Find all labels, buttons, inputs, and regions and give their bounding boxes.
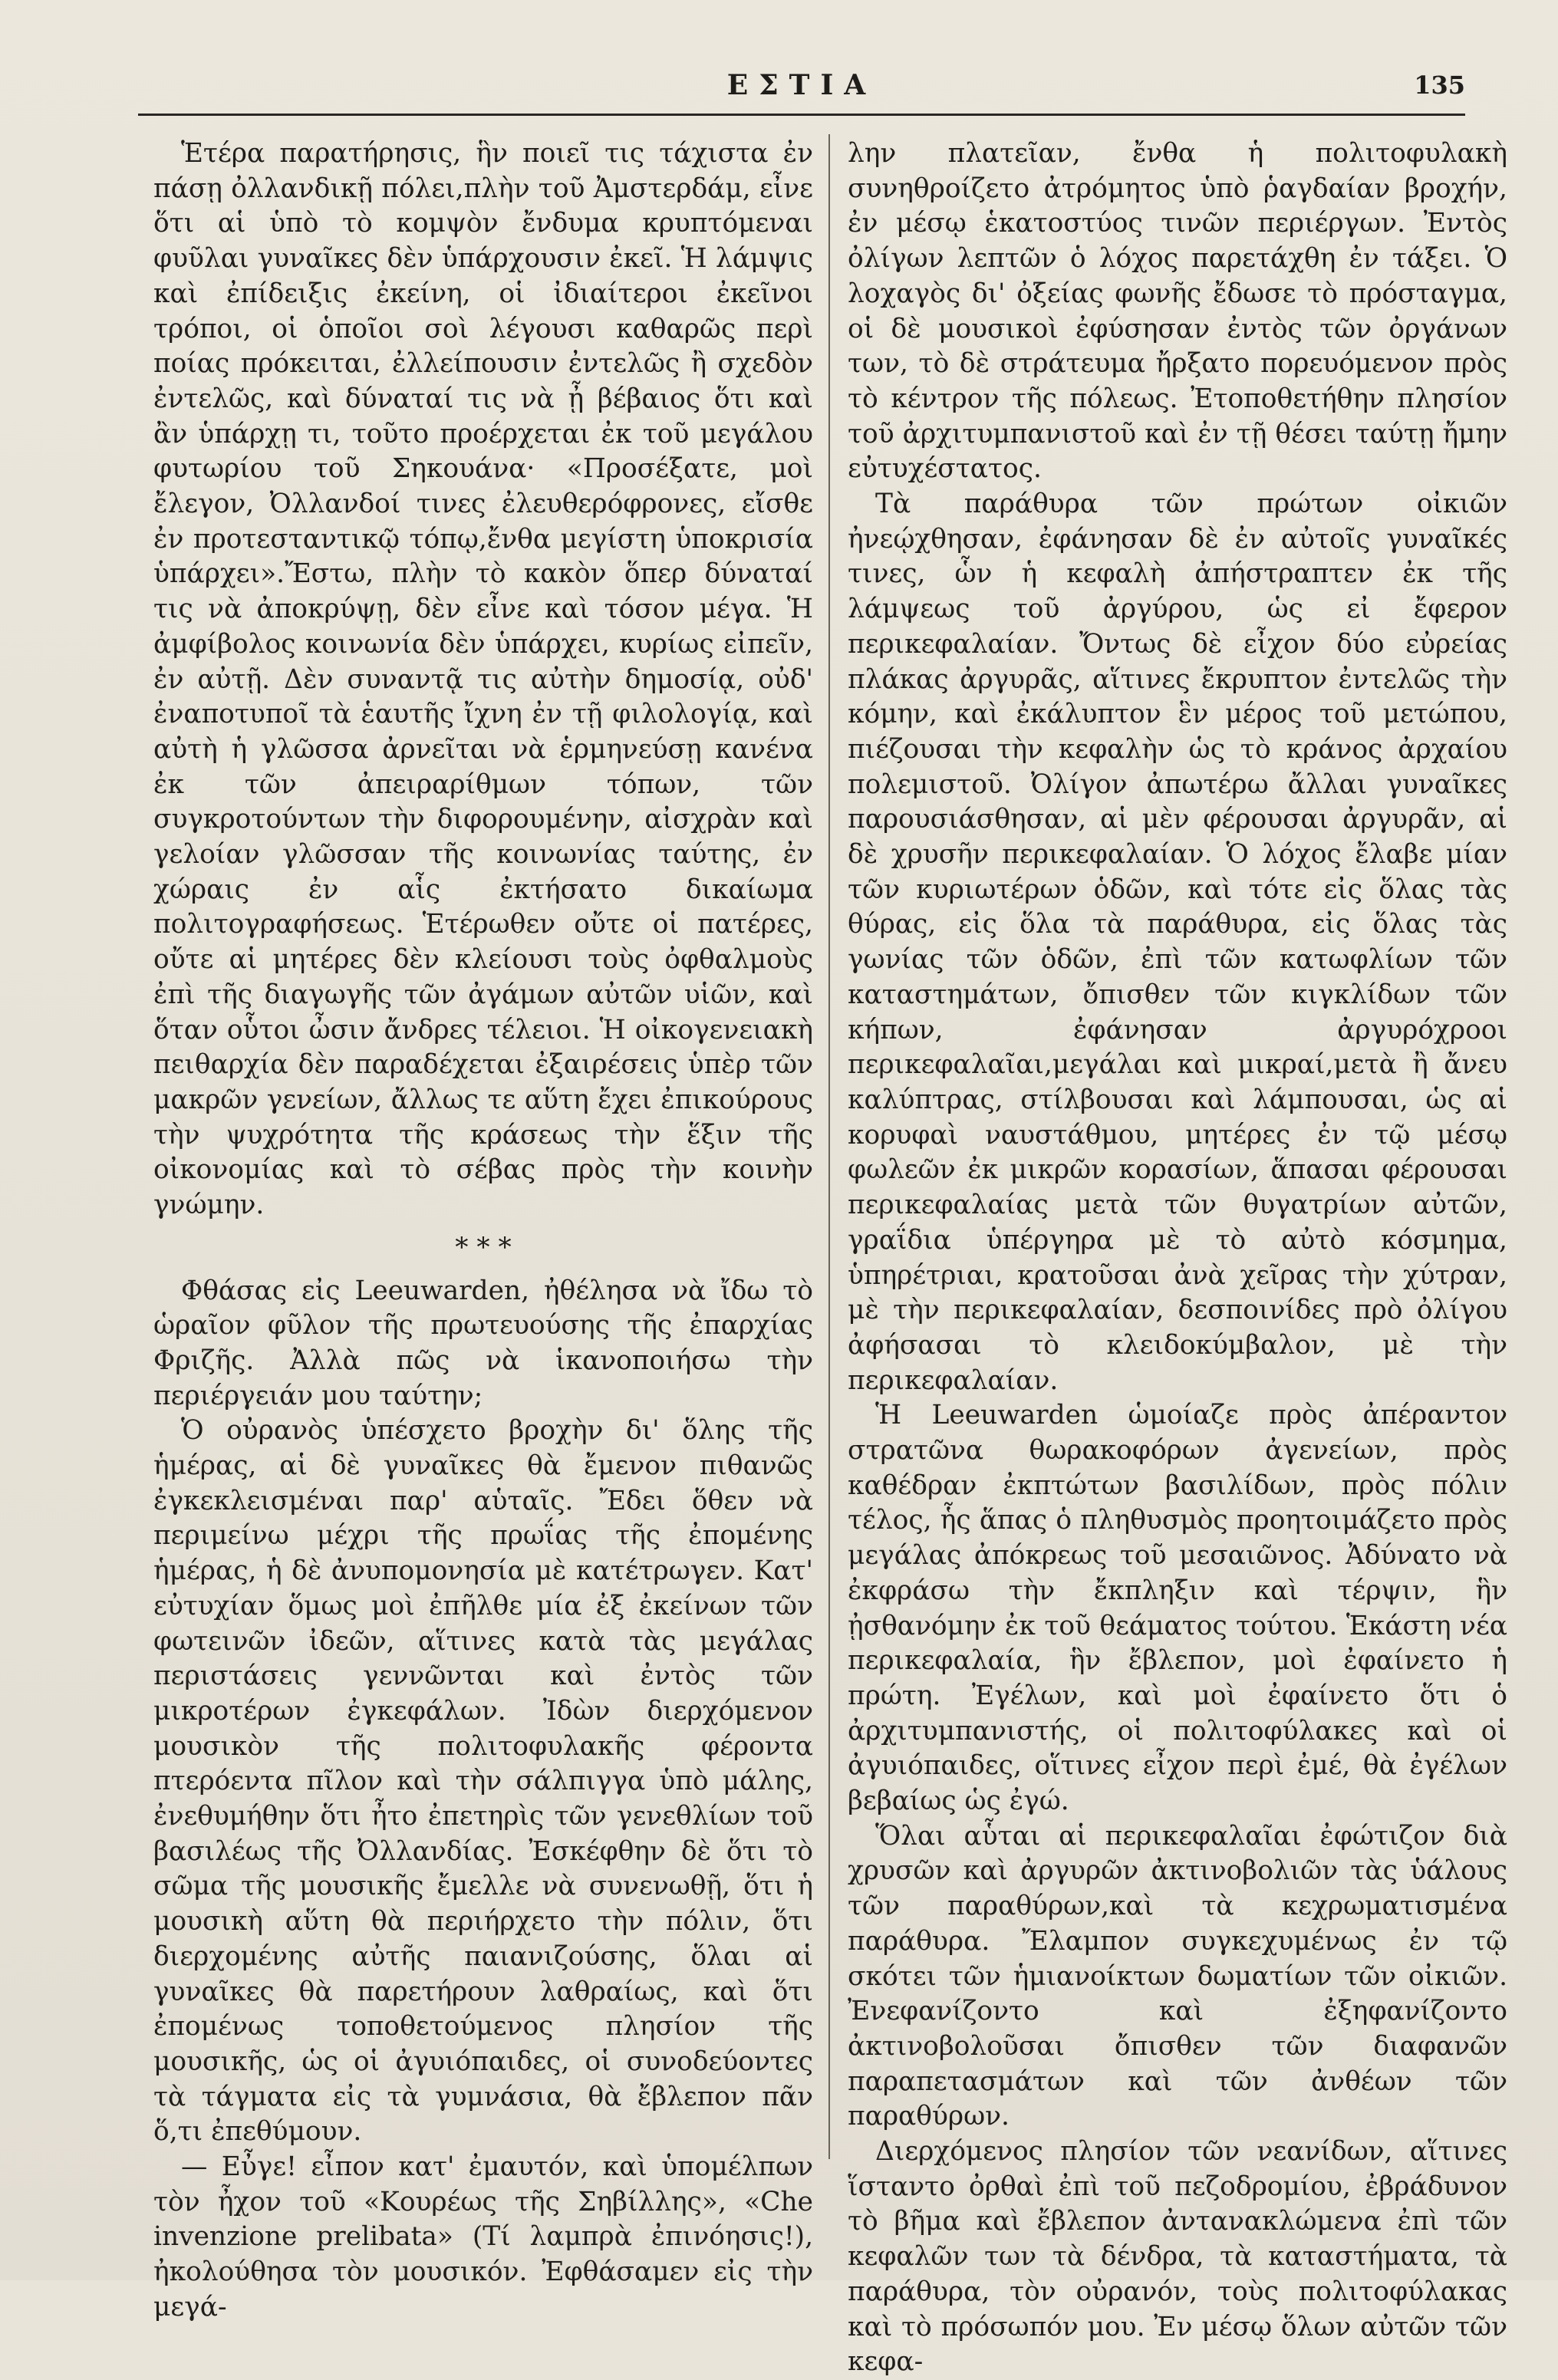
paragraph: Ἡ Leeuwarden ὡμοίαζε πρὸς ἀπέραντον στρατῶνα θωρακοφόρων ἀγενείων, πρὸς καθέδραν ἐκπτώτων βασιλίδων, πρὸς πόλιν τέλος, ἧς ἅπας ὁ πληθυσμὸς προητοιμάζετο πρὸς μεγάλας ἀπόκρεως τοῦ μεσαιῶνος. Ἀδύνατο νὰ ἐκφράσω τὴν ἔκπληξιν καὶ τέρψιν, ἣν ᾐσθανόμην ἐκ τοῦ θεάματος τούτου. Ἑκάστη νέα περικεφαλαία, ἣν ἔβλεπον, μοὶ ἐφαίνετο ἡ πρώτη. Ἐγέλων, καὶ μοὶ ἐφαίνετο ὅτι ὁ ἀρχιτυμπανιστής, οἱ πολιτοφύλακες καὶ οἱ ἀγυιόπαιδες, οἵτινες εἶχον περὶ ἐμέ, θὰ ἐγέλων βεβαίως ὡς ἐγώ. [848,1400,1507,1817]
paragraph: Φθάσας εἰς Leeuwarden, ἠθέλησα νὰ ἴδω τὸ ὡραῖον φῦλον τῆς πρωτευούσης τῆς ἐπαρχίας Φριζῆς. Ἀλλὰ πῶς νὰ ἱκανοποιήσω τὴν περιέργειάν μου ταύτην; [153,1275,813,1411]
paragraph: Ὅλαι αὗται αἱ περικεφαλαῖαι ἐφώτιζον διὰ χρυσῶν καὶ ἀργυρῶν ἀκτινοβολιῶν τὰς ὑάλους τῶν παραθύρων,καὶ τὰ κεχρωματισμένα παράθυρα. Ἔλαμπον συγκεχυμένως ἐν τῷ σκότει τῶν ἡμιανοίκτων δωματίων τῶν οἰκιῶν. Ἐνεφανίζοντο καὶ ἐξηφανίζοντο ἀκτινοβολοῦσαι ὄπισθεν τῶν διαφανῶν παραπετασμάτων καὶ τῶν ἀνθέων τῶν παραθύρων. [848,1820,1507,2132]
paragraph: Διερχόμενος πλησίον τῶν νεανίδων, αἵτινες ἵσταντο ὀρθαὶ ἐπὶ τοῦ πεζοδρομίου, ἐβράδυνον τὸ βῆμα καὶ ἔβλεπον ἀντανακλώμενα ἐπὶ τῶν κεφαλῶν των τὰ δένδρα, τὰ καταστήματα, τὰ παράθυρα, τὸν οὐρανόν, τοὺς πολιτοφύλακας καὶ τὸ πρόσωπόν μου. Ἐν μέσῳ ὅλων αὐτῶν τῶν κεφα- [848,2136,1507,2378]
paragraph: λην πλατεῖαν, ἔνθα ἡ πολιτοφυλακὴ συνηθροίζετο ἀτρόμητος ὑπὸ ῥαγδαίαν βροχήν, ἐν μέσῳ ἑκατοστύος τινῶν περιέργων. Ἐντὸς ὀλίγων λεπτῶν ὁ λόχος παρετάχθη ἐν τάξει. Ὁ λοχαγὸς δι' ὀξείας φωνῆς ἔδωσε τὸ πρόσταγμα, οἱ δὲ μουσικοὶ ἐφύσησαν ἐντὸς τῶν ὀργάνων των, τὸ δὲ στράτευμα ἤρξατο πορευόμενον πρὸς τὸ κέντρον τῆς πόλεως. Ἐτοποθετήθην πλησίον τοῦ ἀρχιτυμπανιστοῦ καὶ ἐν τῇ θέσει ταύτῃ ἤμην εὐτυχέστατος. [848,138,1507,485]
section-separator: * * * [455,1232,512,1263]
paragraph: Τὰ παράθυρα τῶν πρώτων οἰκιῶν ἠνεῴχθησαν, ἐφάνησαν δὲ ἐν αὐτοῖς γυναῖκές τινες, ὧν ἡ κεφαλὴ ἀπήστραπτεν ἐκ τῆς λάμψεως τοῦ ἀργύρου, ὡς εἰ ἔφερον περικεφαλαίαν. Ὄντως δὲ εἶχον δύο εὐρείας πλάκας ἀργυρᾶς, αἵτινες ἔκρυπτον ἐντελῶς τὴν κόμην, καὶ ἐκάλυπτον ἓν μέρος τοῦ μετώπου, πιέζουσαι τὴν κεφαλὴν ὡς τὸ κράνος ἀρχαίου πολεμιστοῦ. Ὀλίγον ἀπωτέρω ἄλλαι γυναῖκες παρουσιάσθησαν, αἱ μὲν φέρουσαι ἀργυρᾶν, αἱ δὲ χρυσῆν περικεφαλαίαν. Ὁ λόχος ἔλαβε μίαν τῶν κυριωτέρων ὁδῶν, καὶ τότε εἰς ὅλας τὰς θύρας, εἰς ὅλα τὰ παράθυρα, εἰς ὅλας τὰς γωνίας τῶν ὁδῶν, ἐπὶ τῶν κατωφλίων τῶν καταστημάτων, ὄπισθεν τῶν κιγκλίδων τῶν κήπων, ἐφάνησαν ἀργυρόχροοι περικεφαλαῖαι,μεγάλαι καὶ μικραί,μετὰ ἢ ἄνευ καλύπτρας, στίλβουσαι καὶ λάμπουσαι, ὡς αἱ κορυφαὶ ναυστάθμου, μητέρες ἐν τῷ μέσῳ φωλεῶν ἐκ μικρῶν κορασίων, ἅπασαι φέρουσαι περικεφαλαίας μετὰ τῶν θυγατρίων αὐτῶν, γραΐδια ὑπέργηρα μὲ τὸ αὐτὸ κόσμημα, ὑπηρέτριαι, κρατοῦσαι ἀνὰ χεῖρας τὴν χύτραν, μὲ τὴν περικεφαλαίαν, δεσποινίδες πρὸ ὀλίγου ἀφήσασαι τὸ κλειδοκύμβαλον, μὲ τὴν περικεφαλαίαν. [848,489,1507,1396]
right-column [848,137,1507,2380]
page-number: 135 [1414,71,1465,100]
page-header [138,69,1465,115]
header-rule [138,114,1465,116]
running-title: ΕΣΤΙΑ [726,69,877,101]
column-divider [828,134,830,2159]
paragraph: — Εὖγε! εἶπον κατ' ἐμαυτόν, καὶ ὑπομέλπων τὸν ἦχον τοῦ «Κουρέως τῆς Σηβίλλης», «Che invenzione prelibata» (Τί λαμπρὰ ἐπινόησις!), ἠκολούθησα τὸν μουσικόν. Ἐφθάσαμεν εἰς τὴν μεγά- [153,2151,813,2322]
paragraph: Ὁ οὐρανὸς ὑπέσχετο βροχὴν δι' ὅλης τῆς ἡμέρας, αἱ δὲ γυναῖκες θὰ ἔμενον πιθανῶς ἐγκεκλεισμέναι παρ' αὑταῖς. Ἔδει ὅθεν νὰ περιμείνω μέχρι τῆς πρωΐας τῆς ἐπομένης ἡμέρας, ἡ δὲ ἀνυπομονησία μὲ κατέτρωγεν. Κατ' εὐτυχίαν ὅμως μοὶ ἐπῆλθε μία ἐξ ἐκείνων τῶν φωτεινῶν ἰδεῶν, αἵτινες κατὰ τὰς μεγάλας περιστάσεις γεννῶνται καὶ ἐντὸς τῶν μικροτέρων ἐγκεφάλων. Ἰδὼν διερχόμενον μουσικὸν τῆς πολιτοφυλακῆς φέροντα πτερόεντα πῖλον καὶ τὴν σάλπιγγα ὑπὸ μάλης, ἐνεθυμήθην ὅτι ἦτο ἐπετηρὶς τῶν γενεθλίων τοῦ βασιλέως τῆς Ὀλλανδίας. Ἐσκέφθην δὲ ὅτι τὸ σῶμα τῆς μουσικῆς ἔμελλε νὰ συνενωθῇ, ὅτι ἡ μουσικὴ αὕτη θὰ περιήρχετο τὴν πόλιν, ὅτι διερχομένης αὐτῆς παιανιζούσης, ὅλαι αἱ γυναῖκες θὰ παρετήρουν λαθραίως, καὶ ὅτι ἐπομένως τοποθετούμενος πλησίον τῆς μουσικῆς, ὡς οἱ ἀγυιόπαιδες, οἱ συνοδεύοντες τὰ τάγματα εἰς τὰ γυμνάσια, θὰ ἔβλεπον πᾶν ὅ,τι ἐπεθύμουν. [153,1415,813,2148]
left-column [153,137,813,2326]
paragraph: Ἑτέρα παρατήρησις, ἣν ποιεῖ τις τάχιστα ἐν πάσῃ ὀλλανδικῇ πόλει,πλὴν τοῦ Ἀμστερδάμ, εἶνε ὅτι αἱ ὑπὸ τὸ κομψὸν ἔνδυμα κρυπτόμεναι φυῦλαι γυναῖκες δὲν ὑπάρχουσιν ἐκεῖ. Ἡ λάμψις καὶ ἐπίδειξις ἐκείνη, οἱ ἰδιαίτεροι ἐκεῖνοι τρόποι, οἱ ὁποῖοι σοὶ λέγουσι καθαρῶς περὶ ποίας πρόκειται, ἐλλείπουσιν ἐντελῶς ἢ σχεδὸν ἐντελῶς, καὶ δύναταί τις νὰ ᾖ βέβαιος ὅτι καὶ ἂν ὑπάρχῃ τι, τοῦτο προέρχεται ἐκ τοῦ μεγάλου φυτωρίου τοῦ Σηκουάνα· «Προσέξατε, μοὶ ἔλεγον, Ὀλλανδοί τινες ἐλευθερόφρονες, εἴσθε ἐν προτεσταντικῷ τόπῳ,ἔνθα μεγίστη ὑποκρισία ὑπάρχει».Ἔστω, πλὴν τὸ κακὸν ὅπερ δύναταί τις νὰ ἀποκρύψῃ, δὲν εἶνε καὶ τόσον μέγα. Ἡ ἀμφίβολος κοινωνία δὲν ὑπάρχει, κυρίως εἰπεῖν, ἐν αὐτῇ. Δὲν συναντᾷ τις αὐτὴν δημοσίᾳ, οὐδ' ἐναποτυποῖ τὰ ἑαυτῆς ἴχνη ἐν τῇ φιλολογίᾳ, καὶ αὐτὴ ἡ γλῶσσα ἀρνεῖται νὰ ἑρμηνεύσῃ κανένα ἐκ τῶν ἀπειραρίθμων τόπων, τῶν συγκροτούντων τὴν διφορουμένην, αἰσχρὰν καὶ γελοίαν γλῶσσαν τῆς κοινωνίας ταύτης, ἐν χώραις ἐν αἷς ἐκτήσατο δικαίωμα πολιτογραφήσεως. Ἑτέρωθεν οὔτε οἱ πατέρες, οὔτε αἱ μητέρες δὲν κλείουσι τοὺς ὀφθαλμοὺς ἐπὶ τῆς διαγωγῆς τῶν ἀγάμων αὐτῶν υἱῶν, καὶ ὅταν οὗτοι ὦσιν ἄνδρες τέλειοι. Ἡ οἰκογενειακὴ πειθαρχία δὲν παραδέχεται ἐξαιρέσεις ὑπὲρ τῶν μακρῶν γενείων, ἄλλως τε αὕτη ἔχει ἐπικούρους τὴν ψυχρότητα τῆς κράσεως τὴν ἕξιν τῆς οἰκονομίας καὶ τὸ σέβας πρὸς τὴν κοινὴν γνώμην. [153,138,813,1221]
